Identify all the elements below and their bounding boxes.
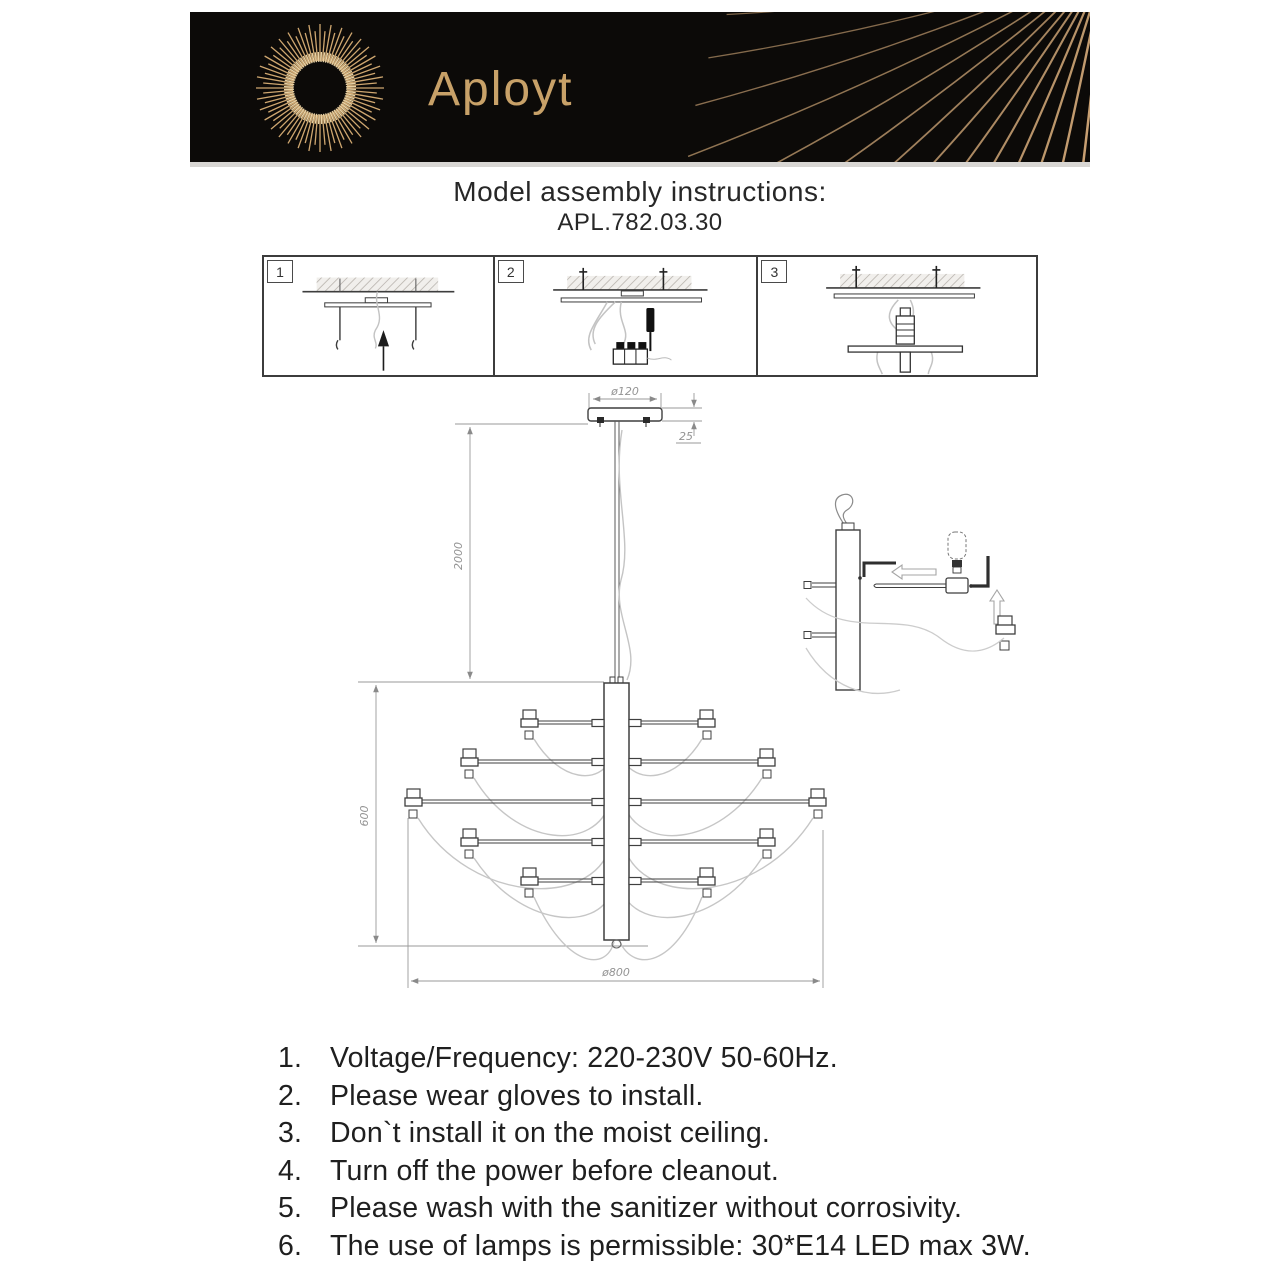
brand-header xyxy=(190,12,1090,162)
detail-arm xyxy=(874,578,968,593)
dim-label-body-height: 600 xyxy=(358,805,371,827)
assembly-steps-strip xyxy=(262,255,1038,377)
canopy-plate xyxy=(849,346,963,352)
step-1-panel xyxy=(264,257,493,375)
step-2-number: 2 xyxy=(498,260,524,283)
detail-lamp-head xyxy=(996,616,1015,650)
suspension-cable xyxy=(615,421,631,682)
ceiling-hatch xyxy=(567,276,691,290)
detail-inset xyxy=(804,494,1015,693)
hex-key-icon xyxy=(858,563,896,580)
model-number: APL.782.03.30 xyxy=(557,209,723,236)
hanging-loop xyxy=(835,494,852,527)
canopy-stem xyxy=(901,352,911,372)
dim-label-canopy-height: 25 xyxy=(679,430,693,443)
strain-relief xyxy=(897,308,915,344)
note-item: 5. Please wash with the sanitizer without corrosivity. xyxy=(278,1192,963,1225)
note-item: 4. Turn off the power before cleanout. xyxy=(278,1154,780,1187)
step-1-number: 1 xyxy=(267,260,293,283)
starburst-logo-icon xyxy=(256,24,384,152)
dim-suspension xyxy=(455,424,588,679)
detail-rod xyxy=(836,530,860,690)
corner-rays-icon xyxy=(687,12,1090,162)
step-3-drawing xyxy=(758,257,1036,375)
detail-bulb xyxy=(948,532,966,573)
header-art xyxy=(190,12,1090,162)
canopy xyxy=(588,408,662,427)
step-1-drawing xyxy=(264,257,493,375)
step-2-drawing xyxy=(495,257,757,375)
arm-end-pin xyxy=(969,556,988,588)
note-item: 3. Don`t install it on the moist ceiling. xyxy=(278,1117,771,1150)
dim-label-spread: ø800 xyxy=(602,966,630,979)
safety-notes-list xyxy=(238,1040,1138,1266)
insert-arrow-icon xyxy=(892,565,936,579)
note-item: 1. Voltage/Frequency: 220-230V 50-60Hz. xyxy=(278,1042,838,1074)
header-shadow xyxy=(190,162,1090,167)
step-3-number: 3 xyxy=(761,260,787,283)
terminal-block xyxy=(613,342,671,364)
note-item: 2. Please wear gloves to install. xyxy=(278,1079,704,1112)
chandelier-technical-drawing xyxy=(330,383,1046,1000)
brand-name: Aployt xyxy=(428,63,574,116)
center-rod xyxy=(604,677,629,948)
dim-label-suspension: 2000 xyxy=(452,542,465,570)
note-item: 6. The use of lamps is permissible: 30*E14 LED max 3W. xyxy=(278,1229,1031,1262)
step-3-panel xyxy=(756,257,1036,375)
dim-label-canopy-diameter: ø120 xyxy=(611,385,639,398)
ceiling-hatch xyxy=(841,274,965,288)
up-arrow-icon xyxy=(378,330,389,370)
screwdriver-icon xyxy=(646,308,654,351)
step-2-panel xyxy=(493,257,757,375)
page-title: Model assembly instructions: xyxy=(453,176,827,207)
ceiling-hatch xyxy=(317,278,438,292)
